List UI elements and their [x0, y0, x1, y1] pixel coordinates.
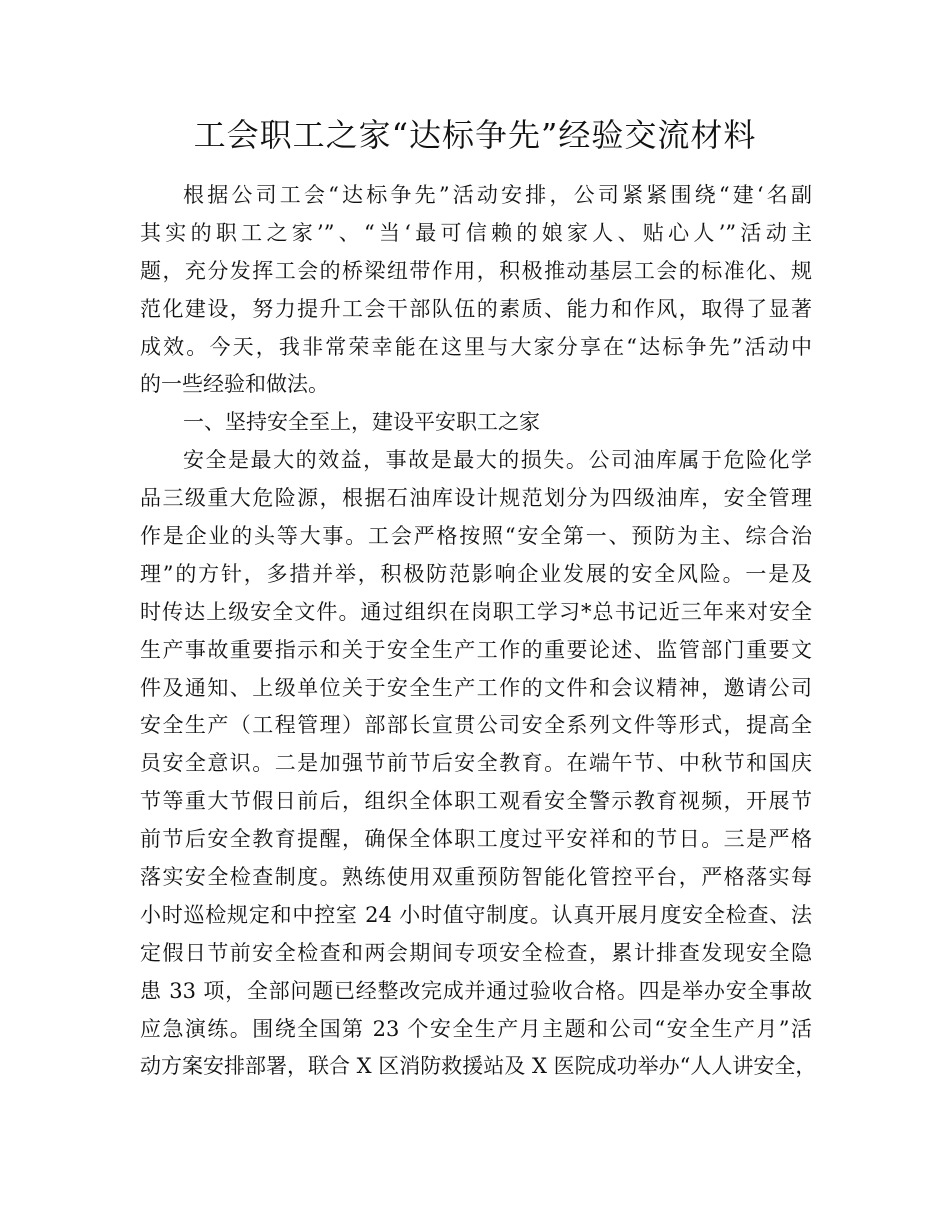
text-line: 范化建设，努力提升工会干部队伍的素质、能力和作风，取得了显著: [140, 296, 812, 321]
text-line: 件及通知、上级单位关于安全生产工作的文件和会议精神，邀请公司: [140, 675, 812, 700]
text-line: 理”的方针，多措并举，积极防范影响企业发展的安全风险。一是及: [140, 561, 812, 586]
text-line: 题，充分发挥工会的桥梁纽带作用，积极推动基层工会的标准化、规: [140, 258, 812, 283]
text-line: 作是企业的头等大事。工会严格按照“安全第一、预防为主、综合治: [140, 524, 812, 549]
text-line: 患 33 项，全部问题已经整改完成并通过验收合格。四是举办安全事故: [140, 978, 812, 1003]
text-line: 品三级重大危险源，根据石油库设计规范划分为四级油库，安全管理: [140, 486, 812, 511]
text-line: 节等重大节假日前后，组织全体职工观看安全警示教育视频，开展节: [140, 789, 812, 814]
text-line: 动方案安排部署，联合 X 区消防救援站及 X 医院成功举办“人人讲安全，: [140, 1054, 817, 1079]
document-title: 工会职工之家“达标争先”经验交流材料: [193, 116, 757, 154]
text-line: 应急演练。围绕全国第 23 个安全生产月主题和公司“安全生产月”活: [140, 1016, 812, 1041]
document-body: [140, 177, 817, 1086]
text-line: 定假日节前安全检查和两会期间专项安全检查，累计排查发现安全隐: [140, 940, 812, 965]
paragraph: [140, 404, 812, 442]
text-line: 生产事故重要指示和关于安全生产工作的重要论述、监管部门重要文: [140, 637, 812, 662]
text-line: 小时巡检规定和中控室 24 小时值守制度。认真开展月度安全检查、法: [140, 902, 812, 927]
text-line: 安全是最大的效益，事故是最大的损失。公司油库属于危险化学: [183, 448, 812, 473]
paragraph: [140, 177, 812, 404]
text-line: 落实安全检查制度。熟练使用双重预防智能化管控平台，严格落实每: [140, 865, 812, 890]
paragraph: [140, 442, 817, 1086]
text-line: 成效。今天，我非常荣幸能在这里与大家分享在“达标争先”活动中: [140, 334, 812, 359]
text-line: 一、坚持安全至上，建设平安职工之家: [183, 410, 540, 435]
text-line: 的一些经验和做法。: [140, 372, 329, 397]
text-line: 前节后安全教育提醒，确保全体职工度过平安祥和的节日。三是严格: [140, 827, 812, 852]
text-line: 时传达上级安全文件。通过组织在岗职工学习*总书记近三年来对安全: [140, 599, 812, 624]
text-line: 员安全意识。二是加强节前节后安全教育。在端午节、中秋节和国庆: [140, 751, 812, 776]
text-line: 根据公司工会“达标争先”活动安排，公司紧紧围绕“建‘名副: [183, 183, 812, 207]
text-line: 安全生产（工程管理）部部长宣贯公司安全系列文件等形式，提高全: [140, 713, 812, 738]
text-line: 其实的职工之家’”、“当‘最可信赖的娘家人、贴心人’”活动主: [140, 220, 812, 245]
